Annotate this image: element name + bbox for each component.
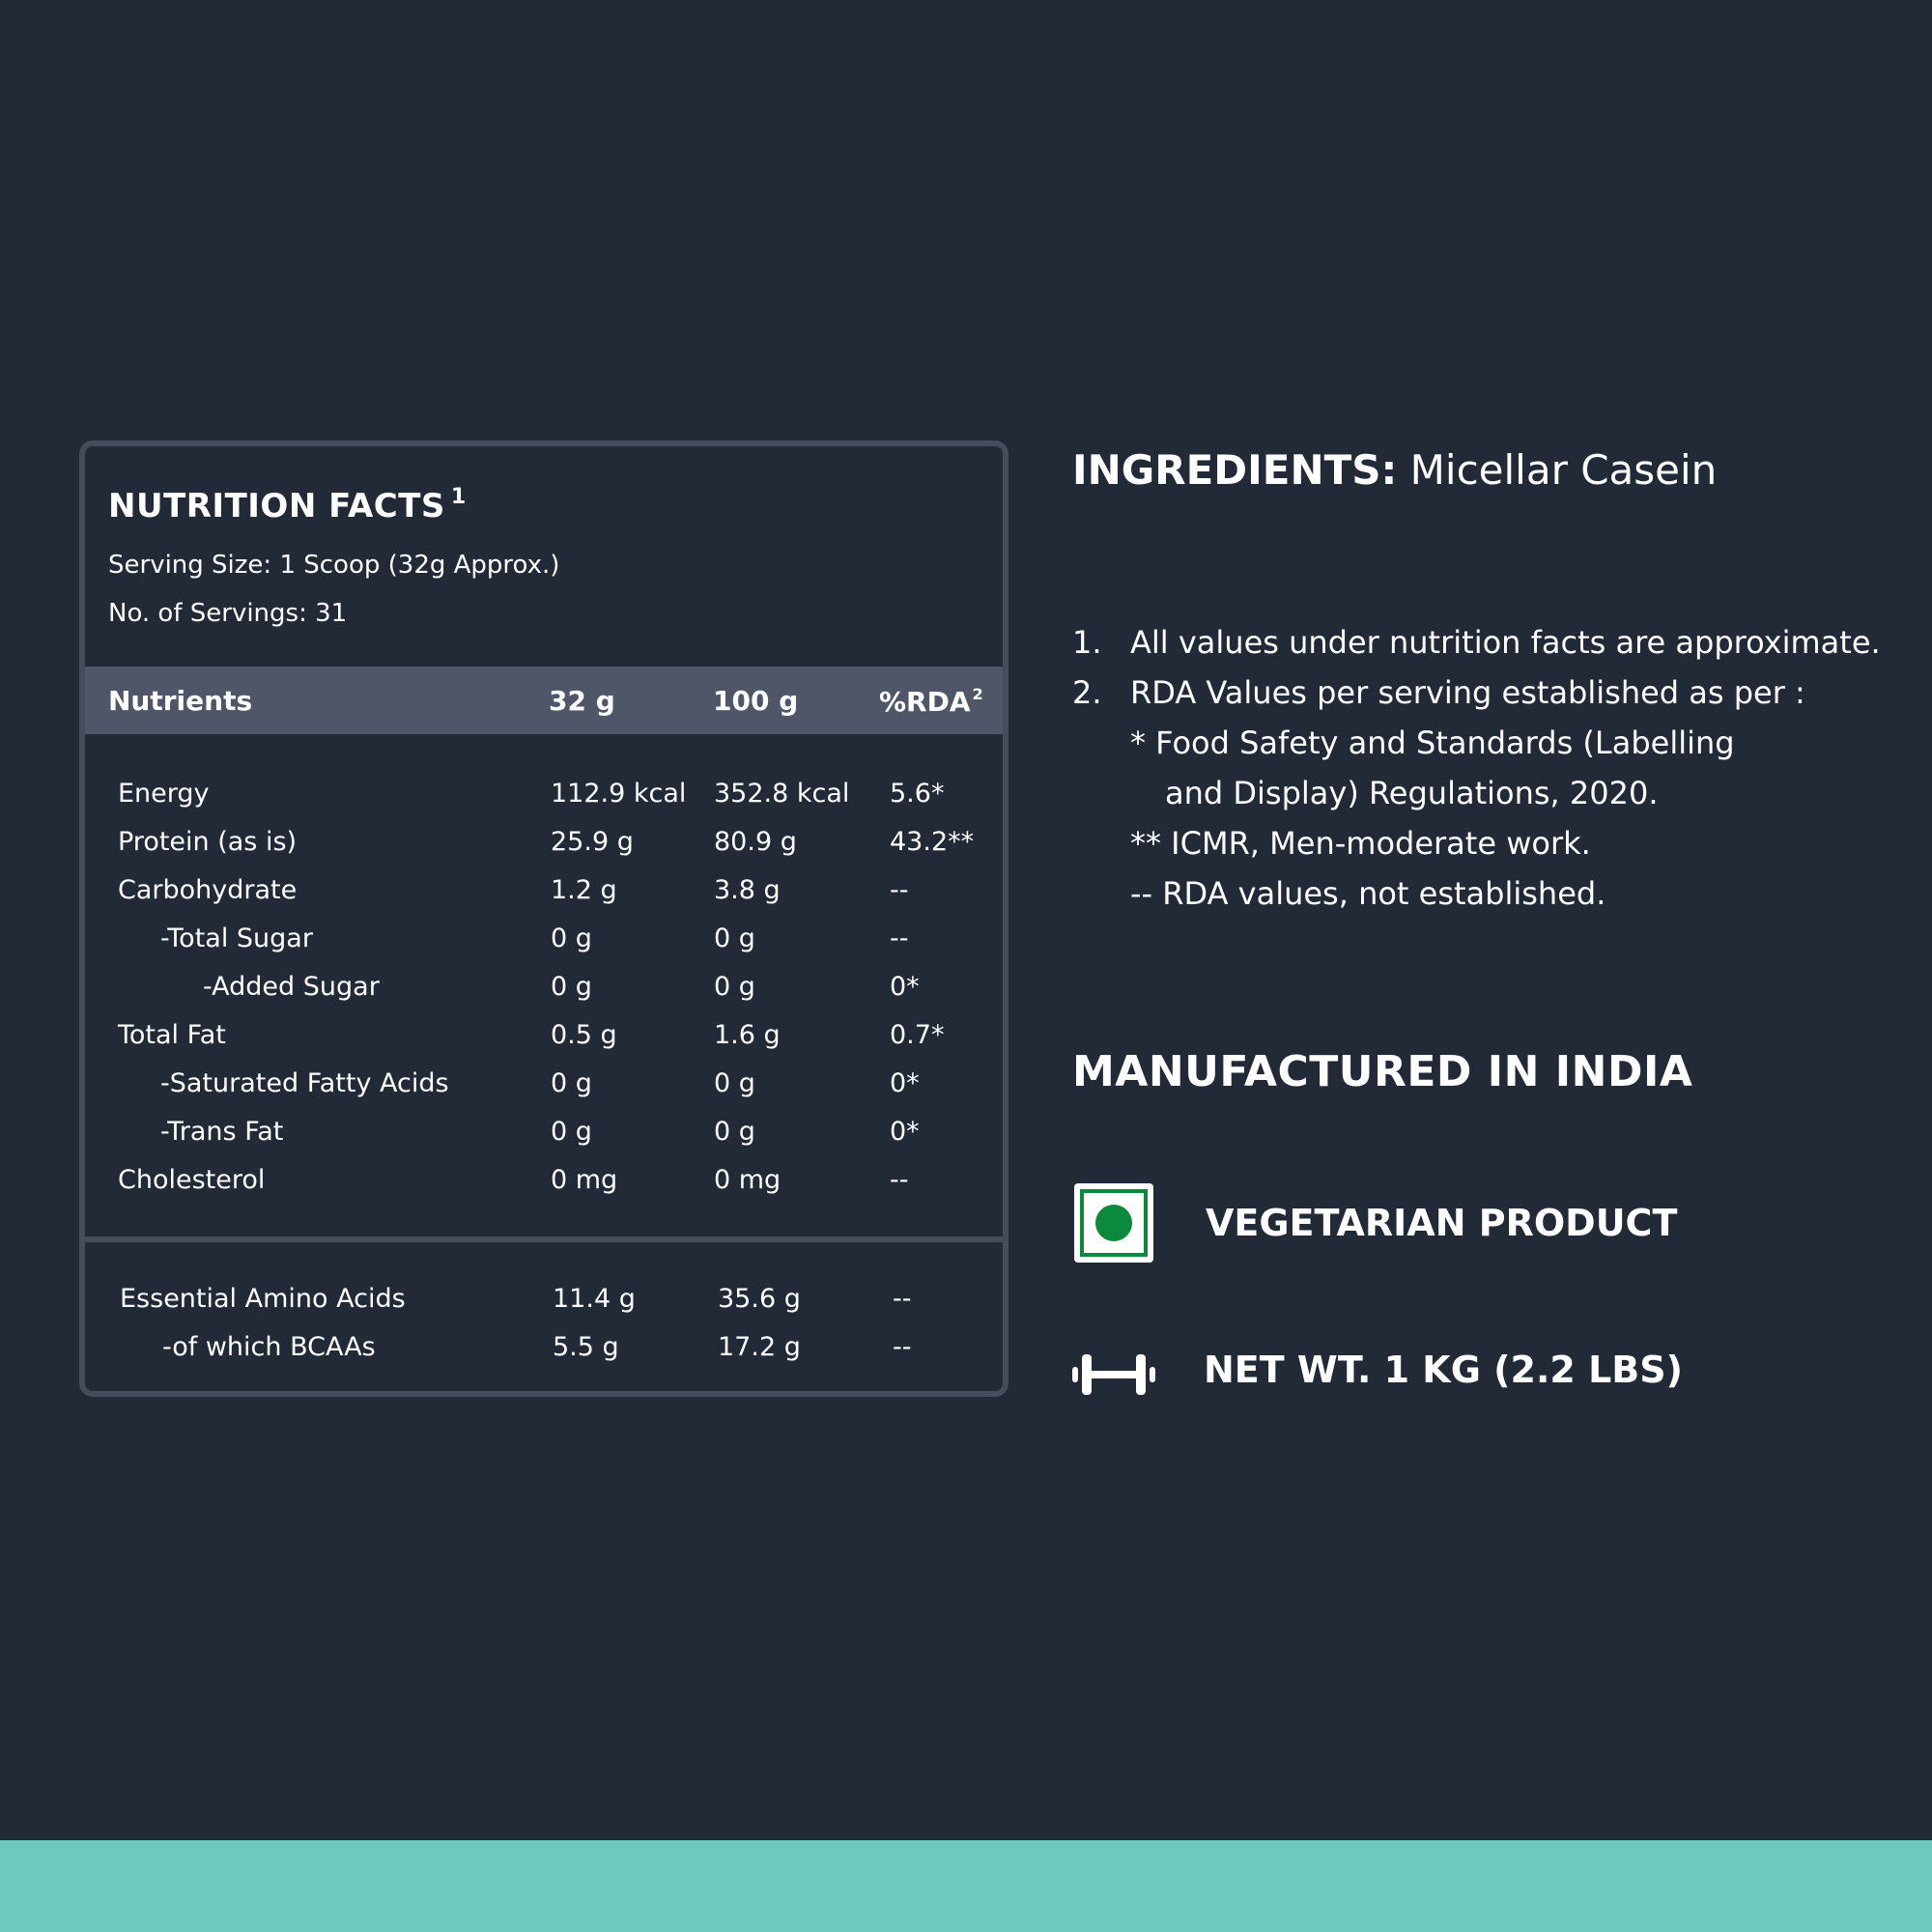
header-per-32g: 32 g (549, 685, 615, 717)
value-rda: 0* (890, 1117, 920, 1147)
value-32g: 0 g (551, 1117, 592, 1147)
value-rda: -- (890, 875, 909, 905)
footnote-2-icmr: ** ICMR, Men-moderate work. (1130, 825, 1591, 862)
value-100g: 0 g (714, 1068, 755, 1098)
value-100g: 352.8 kcal (714, 779, 850, 809)
value-32g: 5.5 g (553, 1332, 619, 1362)
veg-mark-dot (1095, 1205, 1132, 1241)
value-rda: 5.6* (890, 779, 945, 809)
nutrition-facts-panel (79, 440, 1009, 1397)
value-32g: 0 g (551, 972, 592, 1002)
value-rda: -- (890, 923, 909, 953)
ingredients (1072, 446, 1717, 494)
ingredients-value: Micellar Casein (1409, 446, 1718, 494)
nutrient-name: Total Fat (118, 1020, 226, 1050)
table-row (85, 819, 1003, 867)
value-rda: 43.2** (890, 827, 975, 857)
nutrient-name: Energy (118, 779, 210, 809)
footnote-1-number: 1. (1072, 624, 1102, 661)
value-100g: 1.6 g (714, 1020, 781, 1050)
value-32g: 0.5 g (551, 1020, 617, 1050)
nutrient-name: Cholesterol (118, 1165, 266, 1195)
serving-size: Serving Size: 1 Scoop (32g Approx.) (108, 551, 560, 580)
nutrient-name: Carbohydrate (118, 875, 298, 905)
header-rda: %RDA $^2$ (879, 685, 983, 718)
vegetarian-product-label: VEGETARIAN PRODUCT (1206, 1202, 1678, 1244)
value-100g: 0 g (714, 1117, 755, 1147)
nutrient-name: -Total Sugar (160, 923, 313, 953)
nutrient-name: -Saturated Fatty Acids (160, 1068, 449, 1098)
dumbbell-icon (1072, 1350, 1155, 1399)
table-row (85, 771, 1003, 819)
table-row (85, 1109, 1003, 1157)
value-rda: 0* (890, 972, 920, 1002)
table-row (85, 1276, 1003, 1324)
value-rda: 0* (890, 1068, 920, 1098)
value-32g: 0 g (551, 1068, 592, 1098)
ingredients-label: INGREDIENTS: (1072, 446, 1398, 494)
value-rda: -- (893, 1284, 912, 1314)
nutrient-name: -Trans Fat (160, 1117, 284, 1147)
table-row (85, 1324, 1003, 1373)
footnote-2-number: 2. (1072, 674, 1102, 711)
nutrition-facts-title: NUTRITION FACTS $^1$ (108, 485, 467, 526)
table-row (85, 1157, 1003, 1206)
value-100g: 0 mg (714, 1165, 781, 1195)
value-100g: 80.9 g (714, 827, 797, 857)
value-rda: -- (890, 1165, 909, 1195)
header-nutrients: Nutrients (108, 685, 253, 717)
value-rda: 0.7* (890, 1020, 945, 1050)
footnote-2-text: RDA Values per serving established as per : (1130, 674, 1805, 711)
value-100g: 3.8 g (714, 875, 781, 905)
footnote-1-text: All values under nutrition facts are approximate. (1130, 624, 1881, 661)
value-rda: -- (893, 1332, 912, 1362)
nutrient-name: -of which BCAAs (162, 1332, 376, 1362)
value-100g: 0 g (714, 923, 755, 953)
veg-mark-border (1080, 1189, 1148, 1257)
table-row (85, 867, 1003, 916)
veg-mark-icon (1074, 1183, 1153, 1263)
value-32g: 1.2 g (551, 875, 617, 905)
section-divider (85, 1236, 1003, 1242)
table-header (85, 667, 1003, 734)
value-100g: 0 g (714, 972, 755, 1002)
manufactured-in-india: MANUFACTURED IN INDIA (1072, 1047, 1693, 1096)
table-row (85, 1012, 1003, 1061)
nutrient-name: -Added Sugar (203, 972, 380, 1002)
value-32g: 11.4 g (553, 1284, 636, 1314)
nutrient-name: Essential Amino Acids (120, 1284, 406, 1314)
value-32g: 0 mg (551, 1165, 618, 1195)
value-32g: 25.9 g (551, 827, 634, 857)
footnote-2-fssai-line2: and Display) Regulations, 2020. (1165, 775, 1659, 811)
value-100g: 35.6 g (718, 1284, 801, 1314)
table-row (85, 964, 1003, 1012)
value-32g: 112.9 kcal (551, 779, 687, 809)
value-100g: 17.2 g (718, 1332, 801, 1362)
footnote-2-not-established: -- RDA values, not established. (1130, 875, 1606, 912)
value-32g: 0 g (551, 923, 592, 953)
bottom-accent-band (0, 1840, 1932, 1932)
header-per-100g: 100 g (713, 685, 799, 717)
rda-footnote-marker: 2 (972, 685, 983, 703)
servings-count: No. of Servings: 31 (108, 599, 348, 628)
table-row (85, 916, 1003, 964)
footnote-2-fssai-line1: * Food Safety and Standards (Labelling (1130, 724, 1735, 761)
table-row (85, 1061, 1003, 1109)
title-footnote-marker: 1 (450, 485, 467, 509)
nutrient-name: Protein (as is) (118, 827, 298, 857)
net-weight-label: NET WT. 1 KG (2.2 LBS) (1204, 1349, 1684, 1391)
